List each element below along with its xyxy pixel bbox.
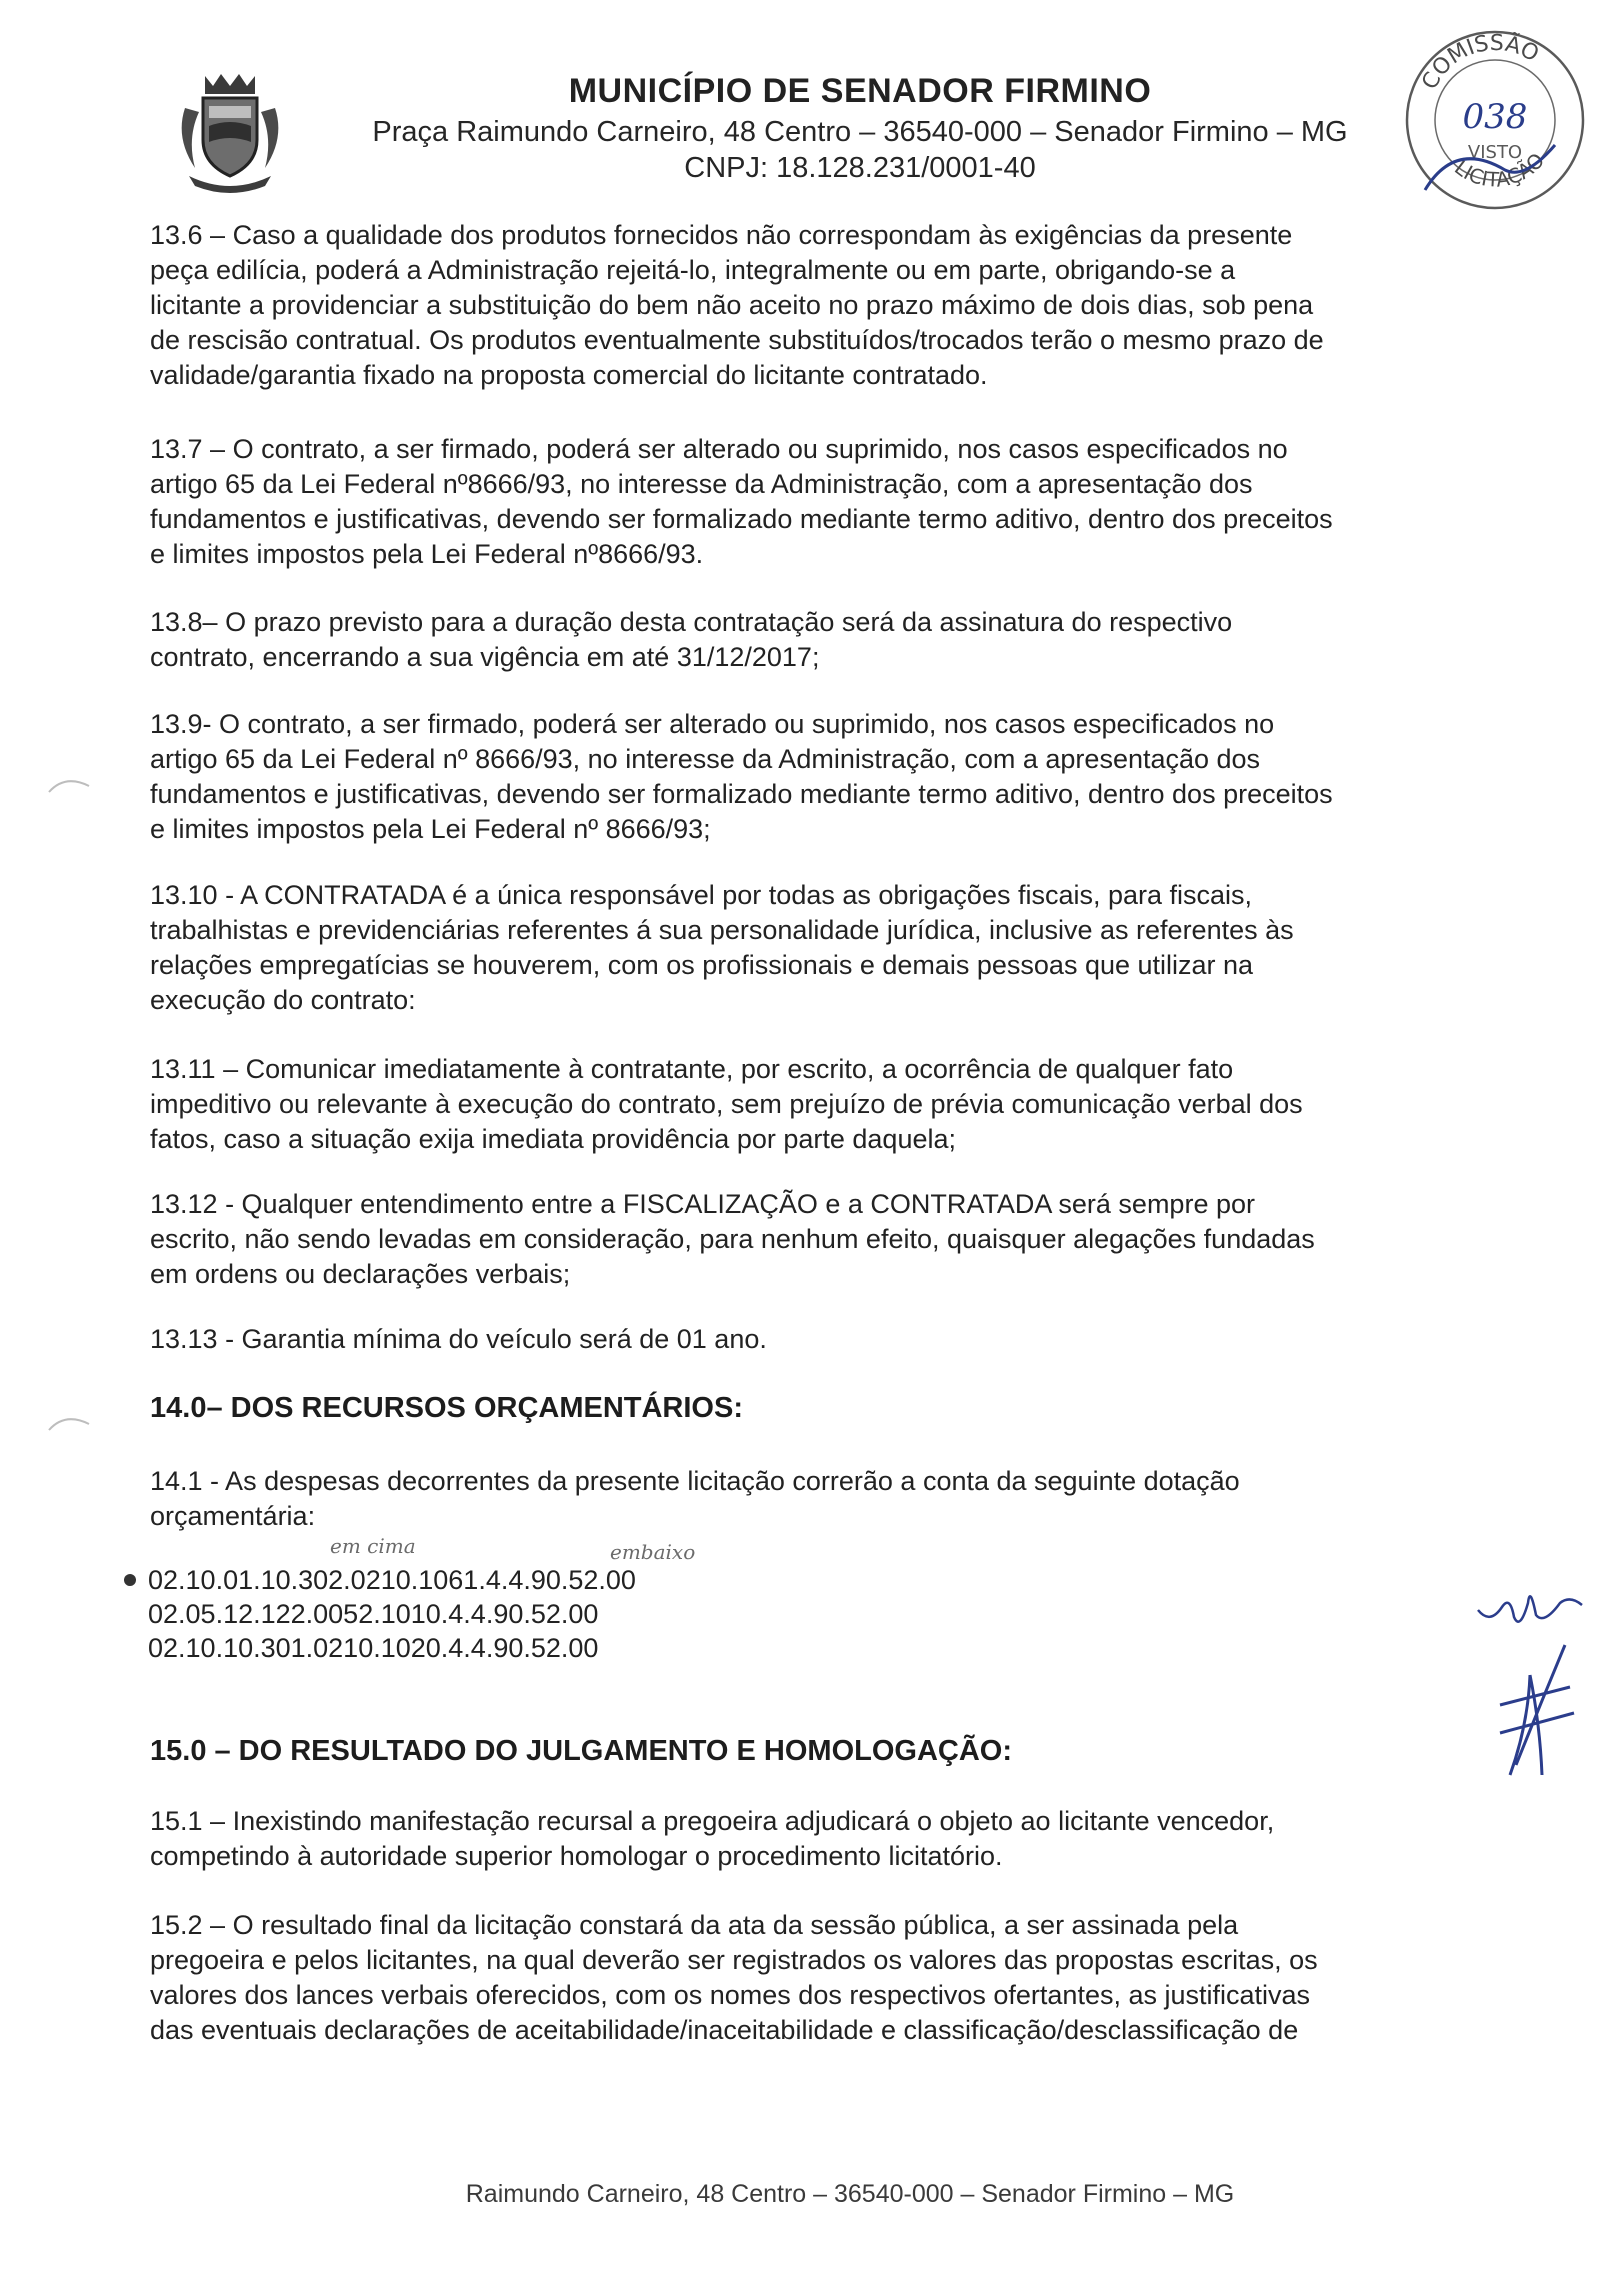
text-line: trabalhistas e previdenciárias referentes á sua personalidade jurídica, inclusive as referentes às	[150, 915, 1294, 945]
text-line: 13.10 - A CONTRATADA é a única responsável por todas as obrigações fiscais, para fiscais,	[150, 880, 1253, 910]
clause-14-1	[150, 1464, 1480, 1534]
margin-mark-icon	[45, 1408, 95, 1438]
text-line: validade/garantia fixado na proposta comercial do licitante contratado.	[150, 360, 988, 390]
margin-mark-icon	[45, 770, 95, 800]
budget-codes-list	[148, 1563, 848, 1665]
text-line: valores dos lances verbais oferecidos, com os nomes dos respectivos ofertantes, as justificativas	[150, 1980, 1311, 2010]
municipality-address: Praça Raimundo Carneiro, 48 Centro – 36540-000 – Senador Firmino – MG	[372, 116, 1348, 148]
text-line: 15.2 – O resultado final da licitação constará da ata da sessão pública, a ser assinada pela	[150, 1910, 1239, 1940]
clause-13-10	[150, 878, 1480, 1018]
clause-13-7	[150, 432, 1480, 572]
clause-13-13	[150, 1322, 1480, 1357]
clause-13-12	[150, 1187, 1480, 1292]
text-line: de rescisão contratual. Os produtos eventualmente substituídos/trocados terão o mesmo prazo de	[150, 325, 1324, 355]
text-line: em ordens ou declarações verbais;	[150, 1259, 571, 1289]
commission-stamp	[1395, 20, 1595, 220]
text-line: 14.1 - As despesas decorrentes da presente licitação correrão a conta da seguinte dotação	[150, 1466, 1240, 1496]
text-line: peça edilícia, poderá a Administração rejeitá-lo, integralmente ou em parte, obrigando-se a	[150, 255, 1236, 285]
section-heading-14: 14.0– DOS RECURSOS ORÇAMENTÁRIOS:	[150, 1392, 743, 1424]
stamp-middle-text: VISTO	[1467, 142, 1523, 163]
text-line: das eventuais declarações de aceitabilidade/inaceitabilidade e classificação/desclassificação de	[150, 2015, 1299, 2045]
clause-13-6	[150, 218, 1480, 393]
budget-code: 02.05.12.122.0052.1010.4.4.90.52.00	[148, 1599, 599, 1629]
text-line: artigo 65 da Lei Federal nº 8666/93, no interesse da Administração, com a apresentação dos	[150, 744, 1261, 774]
text-line: 13.13 - Garantia mínima do veículo será de 01 ano.	[150, 1324, 767, 1354]
text-line: licitante a providenciar a substituição do bem não aceito no prazo máximo de dois dias, sob pena	[150, 290, 1314, 320]
text-line: fundamentos e justificativas, devendo ser formalizado mediante termo aditivo, dentro dos preceitos	[150, 504, 1333, 534]
text-line: e limites impostos pela Lei Federal nº8666/93.	[150, 539, 704, 569]
handwritten-signature-icon	[1470, 1555, 1590, 1795]
stamp-number: 038	[1462, 97, 1528, 137]
clause-13-11	[150, 1052, 1480, 1157]
section-heading-15: 15.0 – DO RESULTADO DO JULGAMENTO E HOMOLOGAÇÃO:	[150, 1735, 1013, 1767]
text-line: e limites impostos pela Lei Federal nº 8666/93;	[150, 814, 711, 844]
text-line: fatos, caso a situação exija imediata providência por parte daquela;	[150, 1124, 956, 1154]
text-line: relações empregatícias se houverem, com os profissionais e demais pessoas que utilizar na	[150, 950, 1254, 980]
budget-code: 02.10.10.301.0210.1020.4.4.90.52.00	[148, 1633, 599, 1663]
text-line: artigo 65 da Lei Federal nº8666/93, no interesse da Administração, com a apresentação dos	[150, 469, 1253, 499]
stamp-top-text: COMISSÃO	[1417, 30, 1543, 94]
page-footer: Raimundo Carneiro, 48 Centro – 36540-000 – Senador Firmino – MG	[465, 2180, 1235, 2208]
text-line: escrito, não sendo levadas em consideração, para nenhum efeito, quaisquer alegações fundadas	[150, 1224, 1315, 1254]
text-line: contrato, encerrando a sua vigência em até 31/12/2017;	[150, 642, 820, 672]
clause-15-1	[150, 1804, 1480, 1874]
text-line: 13.9- O contrato, a ser firmado, poderá ser alterado ou suprimido, nos casos especificados no	[150, 709, 1275, 739]
municipality-cnpj: CNPJ: 18.128.231/0001-40	[684, 152, 1036, 184]
clause-15-2	[150, 1908, 1480, 2048]
handwritten-note: em cima	[330, 1534, 416, 1558]
text-line: 13.8– O prazo previsto para a duração desta contratação será da assinatura do respectivo	[150, 607, 1233, 637]
text-line: 13.12 - Qualquer entendimento entre a FISCALIZAÇÃO e a CONTRATADA será sempre por	[150, 1189, 1255, 1219]
clause-13-9	[150, 707, 1480, 847]
text-line: 13.7 – O contrato, a ser firmado, poderá ser alterado ou suprimido, nos casos especificados no	[150, 434, 1288, 464]
text-line: competindo à autoridade superior homologar o procedimento licitatório.	[150, 1841, 1003, 1871]
text-line: orçamentária:	[150, 1501, 316, 1531]
text-line: fundamentos e justificativas, devendo ser formalizado mediante termo aditivo, dentro dos preceitos	[150, 779, 1333, 809]
text-line: pregoeira e pelos licitantes, na qual deverão ser registrados os valores das propostas escritas, os	[150, 1945, 1318, 1975]
text-line: impeditivo ou relevante à execução do contrato, sem prejuízo de prévia comunicação verbal dos	[150, 1089, 1303, 1119]
municipal-crest-icon	[165, 68, 295, 198]
handwritten-note: embaixo	[610, 1540, 696, 1564]
clause-13-8	[150, 605, 1480, 675]
text-line: 13.11 – Comunicar imediatamente à contratante, por escrito, a ocorrência de qualquer fato	[150, 1054, 1234, 1084]
text-line: execução do contrato:	[150, 985, 416, 1015]
budget-code: 02.10.01.10.302.0210.1061.4.4.90.52.00	[148, 1565, 636, 1595]
text-line: 15.1 – Inexistindo manifestação recursal a pregoeira adjudicará o objeto ao licitante vencedor,	[150, 1806, 1275, 1836]
municipality-title: MUNICÍPIO DE SENADOR FIRMINO	[568, 72, 1152, 110]
text-line: 13.6 – Caso a qualidade dos produtos fornecidos não correspondam às exigências da presente	[150, 220, 1293, 250]
stamp-bottom-text: LICITAÇÃO	[1450, 148, 1550, 192]
bullet-mark	[124, 1574, 136, 1586]
